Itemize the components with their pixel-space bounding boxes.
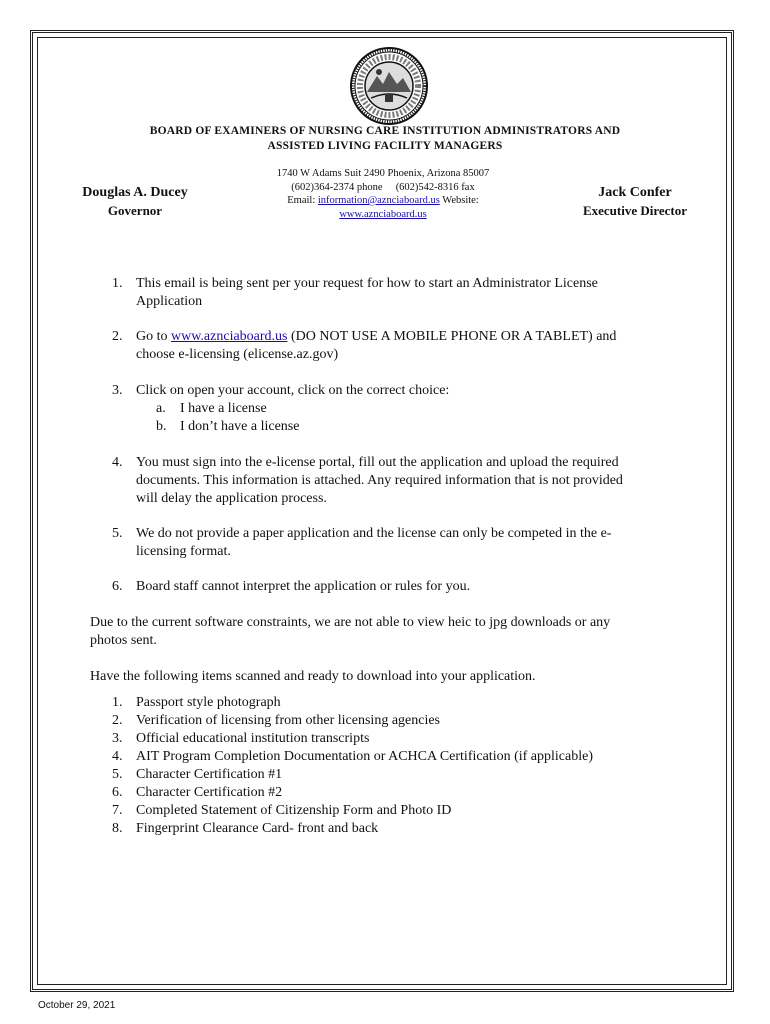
email-link[interactable]: information@aznciaboard.us [317, 195, 440, 206]
arizona-state-seal-logo [349, 46, 429, 126]
step-6: 6. Board staff cannot interpret the application or rules for you. [112, 579, 471, 594]
list-item: 8. Fingerprint Clearance Card- front and back [112, 821, 379, 836]
aznciaboard-link[interactable]: www.aznciaboard.us [171, 329, 288, 344]
list-item: 5. Character Certification #1 [112, 767, 283, 782]
list-item: 1. Passport style photograph [112, 695, 281, 710]
software-note: Due to the current software constraints, we are not able to view heic to jpg downloads or any photos sent. [90, 615, 611, 648]
step-4: 4. You must sign into the e-license portal, fill out the application and upload the required documents. This information is attached. Any required information that is not provided will delay the application process. [112, 455, 623, 506]
step-5: 5. We do not provide a paper application and the license can only be competed in the e- licensing format. [112, 526, 612, 559]
items-intro: Have the following items scanned and ready to download into your application. [90, 669, 536, 684]
step-1: 1. This email is being sent per your request for how to start an Administrator License Application [112, 276, 598, 309]
street-address: 1740 W Adams Suit 2490 Phoenix, Arizona 85007 [276, 168, 490, 179]
step-2: 2. Go to www.aznciaboard.us (DO NOT USE A MOBILE PHONE OR A TABLET) and choose e-licensing (elicense.az.gov) [112, 329, 617, 362]
list-item: 7. Completed Statement of Citizenship Form and Photo ID [112, 803, 452, 818]
list-item: 6. Character Certification #2 [112, 785, 283, 800]
director-block [565, 184, 705, 219]
contact-block [258, 167, 508, 221]
email-website: Email: information@aznciaboard.us Website: [287, 195, 479, 206]
list-item: 4. AIT Program Completion Documentation or ACHCA Certification (if applicable) [112, 749, 593, 764]
website-link[interactable]: www.aznciaboard.us [339, 208, 427, 220]
list-item: 2. Verification of licensing from other licensing agencies [112, 713, 441, 728]
phone-fax: (602)364-2374 phone (602)542-8316 fax [291, 181, 475, 193]
director-title: Executive Director [582, 203, 688, 218]
step-3: 3. Click on open your account, click on the correct choice: [112, 383, 450, 398]
list-item: 3. Official educational institution transcripts [112, 731, 370, 746]
choice-a: a. I have a license [156, 401, 267, 416]
governor-name: Douglas A. Ducey [82, 185, 188, 200]
governor-title: Governor [107, 203, 163, 218]
board-name-heading: BOARD OF EXAMINERS OF NURSING CARE INSTITUTION ADMINISTRATORS AND ASSISTED LIVING FACILITY MANAGERS [149, 125, 621, 152]
choice-b: b. I don’t have a license [156, 419, 300, 434]
footer-date: October 29, 2021 [38, 1000, 116, 1011]
director-name: Jack Confer [598, 185, 672, 200]
governor-block [60, 184, 210, 219]
